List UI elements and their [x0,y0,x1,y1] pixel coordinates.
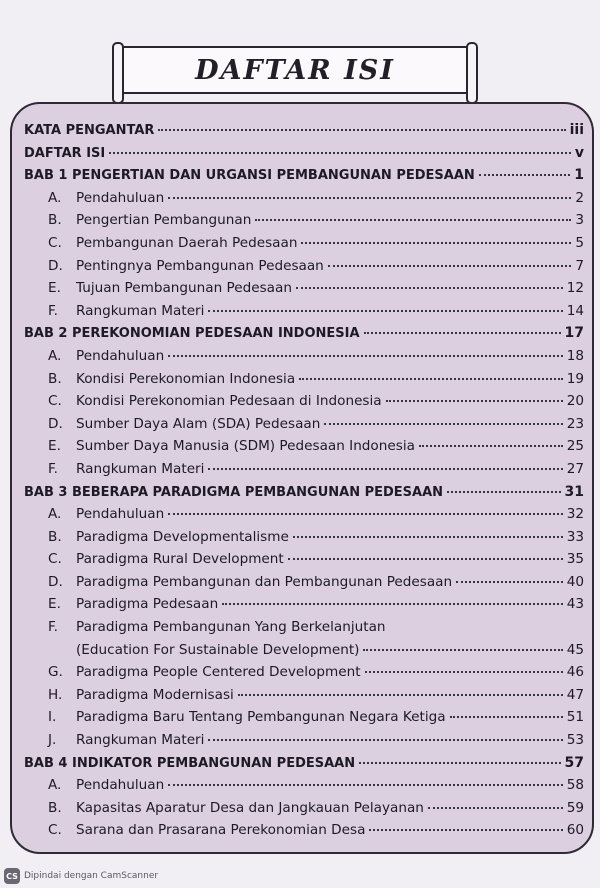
page-number: 14 [566,302,584,319]
section-letter: B. [48,212,62,229]
section-letter: A. [48,347,62,364]
dot-leader [208,468,562,470]
entry-title: Kondisi Perekonomian Pedesaan di Indonesia [76,393,382,410]
toc-section-entry [24,416,584,439]
page-number: 53 [566,732,584,749]
title-banner [118,46,472,94]
dot-leader [328,265,572,267]
section-letter: F. [48,302,58,319]
section-letter: A. [48,777,62,794]
dot-leader [293,536,563,538]
toc-chapter-entry [24,167,584,190]
toc-section-entry [24,800,584,823]
dot-leader [109,152,571,154]
page-number: 45 [566,641,584,658]
page-title: DAFTAR ISI [195,54,395,86]
dot-leader [301,242,571,244]
toc-section-entry [24,529,584,552]
toc-section-entry [24,777,584,800]
entry-title: Paradigma Modernisasi [76,686,234,703]
dot-leader [365,671,563,673]
entry-title: KATA PENGANTAR [24,123,155,138]
section-letter: A. [48,506,62,523]
section-letter: E. [48,438,61,455]
toc-section-entry [24,303,584,326]
page-number: 60 [566,822,584,839]
toc-section-entry [24,619,584,642]
dot-leader [479,174,570,176]
dot-leader [208,739,562,741]
dot-leader [456,581,563,583]
toc-section-entry [24,280,584,303]
page-number: 25 [566,438,584,455]
entry-title: Paradigma Developmentalisme [76,528,289,545]
page-number: 2 [575,189,584,206]
toc-section-entry [24,461,584,484]
section-letter: G. [48,664,63,681]
entry-title: Pentingnya Pembangunan Pedesaan [76,257,324,274]
page-number: 35 [566,551,584,568]
page-number: 43 [566,596,584,613]
entry-title: Kondisi Perekonomian Indonesia [76,370,296,387]
page-number: 19 [566,370,584,387]
entry-title: Rangkuman Materi [76,732,205,749]
section-letter: D. [48,415,63,432]
page-number: 32 [566,506,584,523]
page-number: 1 [574,167,584,184]
page-number: 27 [566,460,584,477]
entry-title: Paradigma Pembangunan Yang Berkelanjutan [76,619,386,636]
section-letter: B. [48,528,62,545]
toc-section-entry [24,438,584,461]
section-letter: H. [48,686,63,703]
section-letter: I. [48,709,57,726]
toc-section-entry [24,642,584,665]
entry-title: DAFTAR ISI [24,145,106,161]
entry-title: Rangkuman Materi [76,302,205,319]
page-number: 17 [564,325,584,342]
toc-section-entry [24,709,584,732]
dot-leader [168,355,562,357]
entry-title: Paradigma People Centered Development [76,664,361,681]
entry-title: Paradigma Rural Development [76,551,284,568]
dot-leader [428,807,563,809]
entry-title: Rangkuman Materi [76,460,205,477]
entry-title: Sumber Daya Manusia (SDM) Pedesaan Indonesia [76,438,415,455]
section-letter: C. [48,393,62,410]
page-number: v [574,144,584,161]
page-number: 18 [566,347,584,364]
toc-chapter-entry [24,122,584,145]
dot-leader [447,491,560,493]
page-number: 40 [566,573,584,590]
entry-title: Pengertian Pembangunan [76,212,252,229]
dot-leader [208,310,562,312]
entry-title: Tujuan Pembangunan Pedesaan [76,280,292,297]
entry-title: Pendahuluan [76,347,165,364]
toc-section-entry [24,393,584,416]
dot-leader [158,129,565,131]
page-number: 51 [566,709,584,726]
page-number: 3 [575,212,584,229]
entry-title: Paradigma Pembangunan dan Pembangunan Pedesaan [76,573,453,590]
section-letter: A. [48,189,62,206]
page-number: 20 [566,393,584,410]
dot-leader [288,558,563,560]
toc-chapter-entry [24,145,584,168]
page-number: 46 [566,664,584,681]
toc-section-entry [24,551,584,574]
dot-leader [450,716,563,718]
entry-title: BAB 4 INDIKATOR PEMBANGUNAN PEDESAAN [24,755,356,771]
toc-section-entry [24,732,584,755]
entry-title: Paradigma Pedesaan [76,596,219,613]
scanner-watermark [4,868,158,884]
toc-section-entry [24,348,584,371]
entry-title: (Education For Sustainable Development) [76,641,360,658]
section-letter: E. [48,280,61,297]
dot-leader [324,423,562,425]
dot-leader [299,378,563,380]
entry-title: Pendahuluan [76,506,165,523]
entry-title: Sumber Daya Alam (SDA) Pedesaan [76,415,321,432]
dot-leader [296,287,563,289]
page-number: 33 [566,528,584,545]
entry-title: BAB 2 PEREKONOMIAN PEDESAAN INDONESIA [24,326,360,342]
toc-section-entry [24,235,584,258]
entry-title: Sarana dan Prasarana Perekonomian Desa [76,822,366,839]
toc-chapter-entry [24,484,584,507]
toc-section-entry [24,664,584,687]
dot-leader [168,513,562,515]
entry-title: Pendahuluan [76,777,165,794]
toc-section-entry [24,190,584,213]
dot-leader [255,219,571,221]
toc-chapter-entry [24,325,584,348]
section-letter: D. [48,573,63,590]
section-letter: D. [48,257,63,274]
section-letter: B. [48,799,62,816]
section-letter: J. [48,732,57,749]
section-letter: B. [48,370,62,387]
entry-title: Paradigma Baru Tentang Pembangunan Negara Ketiga [76,709,446,726]
page-number: 59 [566,799,584,816]
table-of-contents [24,122,584,845]
section-letter: F. [48,619,58,636]
toc-section-entry [24,596,584,619]
dot-leader [222,603,562,605]
page-number: 47 [566,686,584,703]
page-number: 7 [575,257,584,274]
toc-section-entry [24,258,584,281]
dot-leader [168,784,562,786]
entry-title: BAB 1 PENGERTIAN DAN URGANSI PEMBANGUNAN PEDESAAN [24,168,475,184]
entry-title: Kapasitas Aparatur Desa dan Jangkauan Pelayanan [76,799,424,816]
section-letter: E. [48,596,61,613]
page-number: iii [569,122,584,138]
toc-section-entry [24,371,584,394]
toc-section-entry [24,506,584,529]
page-number: 23 [566,415,584,432]
toc-section-entry [24,574,584,597]
page-number: 12 [566,280,584,297]
section-letter: C. [48,551,62,568]
page-number: 5 [575,234,584,251]
section-letter: C. [48,822,62,839]
dot-leader [238,694,563,696]
toc-section-entry [24,212,584,235]
dot-leader [386,400,563,402]
entry-title: Pendahuluan [76,189,165,206]
dot-leader [359,762,560,764]
dot-leader [363,649,562,651]
dot-leader [369,829,562,831]
dot-leader [364,332,561,334]
dot-leader [419,445,563,447]
dot-leader [168,197,571,199]
page-number: 31 [564,483,584,500]
page-number: 57 [564,754,584,771]
toc-section-entry [24,822,584,845]
section-letter: C. [48,234,62,251]
entry-title: Pembangunan Daerah Pedesaan [76,234,298,251]
camscanner-icon: CS [4,868,20,884]
entry-title: BAB 3 BEBERAPA PARADIGMA PEMBANGUNAN PEDESAAN [24,484,444,500]
toc-section-entry [24,687,584,710]
toc-chapter-entry [24,755,584,778]
watermark-text: Dipindai dengan CamScanner [24,871,159,881]
page-number: 58 [566,777,584,794]
section-letter: F. [48,460,58,477]
